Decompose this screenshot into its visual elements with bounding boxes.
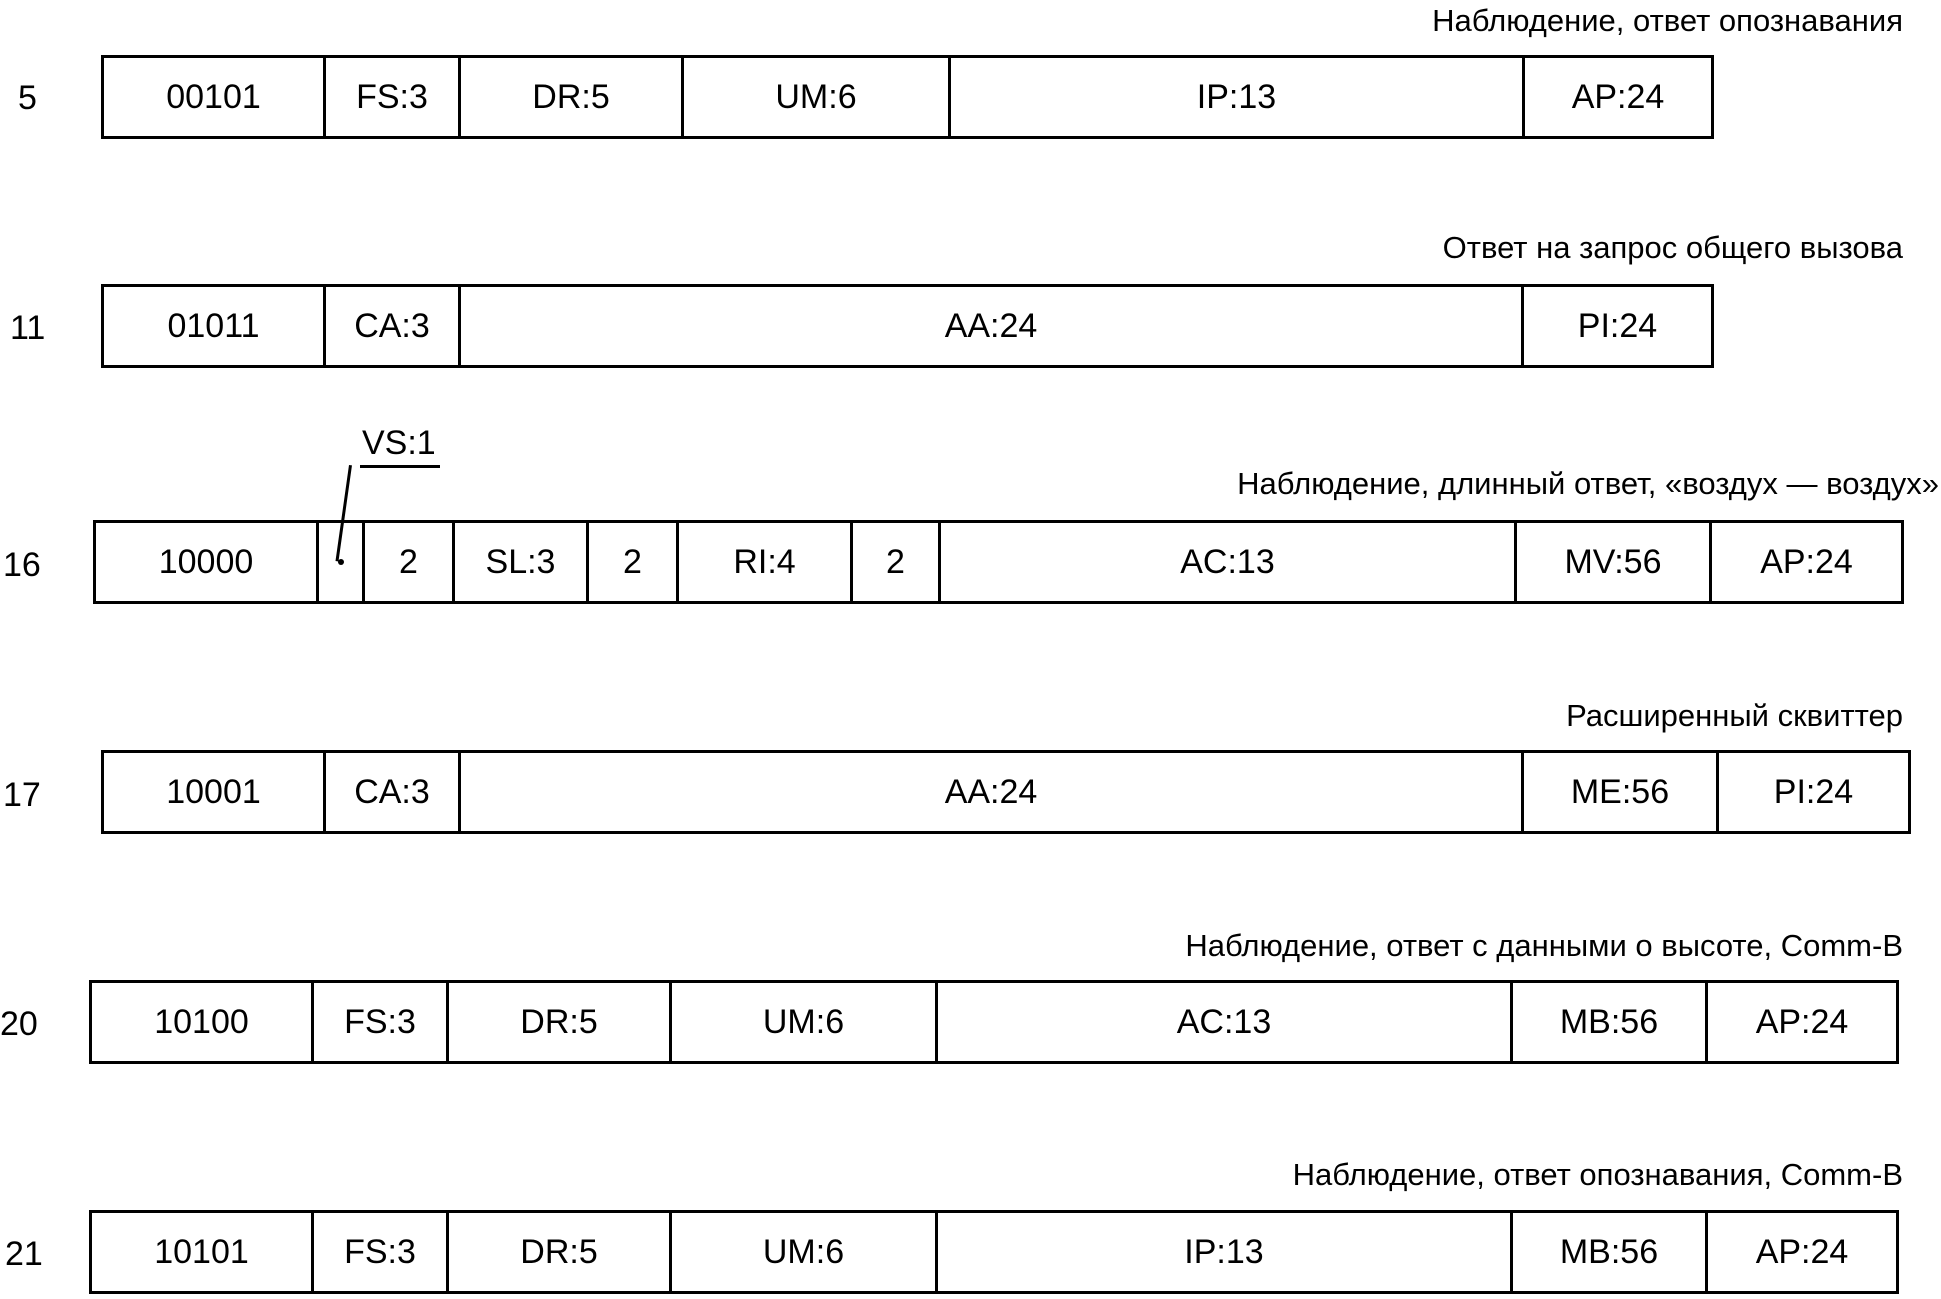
field-sl: SL:3 [455,523,589,601]
row-title: Наблюдение, ответ опознавания, Comm-B [1292,1157,1903,1192]
field-df: 10100 [92,983,314,1061]
field-um: UM:6 [672,1213,938,1291]
vs-dot [338,559,344,565]
field-ri: RI:4 [679,523,853,601]
field-df: 00101 [104,58,326,136]
field-df: 10101 [92,1213,314,1291]
field-fs: FS:3 [314,1213,449,1291]
row-title: Наблюдение, ответ опознавания [1432,3,1903,38]
field-aa: AA:24 [461,287,1524,365]
field-fs: FS:3 [326,58,461,136]
field-um: UM:6 [684,58,951,136]
field-me: ME:56 [1524,750,1719,834]
field-frame [101,750,1911,834]
field-frame [89,980,1899,1064]
field-mb: MB:56 [1513,980,1708,1064]
format-number: 17 [3,776,41,814]
field-ac: AC:13 [938,983,1513,1061]
field-spare-1: 2 [365,523,455,601]
row-title: Расширенный сквиттер [1566,698,1903,733]
format-number: 5 [18,79,37,117]
field-frame [93,520,1904,604]
field-dr: DR:5 [449,983,672,1061]
field-ca: CA:3 [326,753,461,831]
format-number: 21 [5,1235,43,1273]
field-vs [319,523,365,601]
field-spare-2: 2 [589,523,679,601]
vs-callout-underline [360,465,440,468]
field-pi: PI:24 [1524,284,1711,368]
field-mb: MB:56 [1513,1210,1708,1294]
format-number: 16 [3,546,41,584]
field-frame [101,55,1714,139]
field-spare-3: 2 [853,523,941,601]
field-ip: IP:13 [951,58,1525,136]
field-ap: AP:24 [1708,980,1896,1064]
field-fs: FS:3 [314,983,449,1061]
field-ap: AP:24 [1525,55,1711,139]
field-dr: DR:5 [461,58,684,136]
field-frame [101,284,1714,368]
field-df: 10000 [96,523,319,601]
field-ip: IP:13 [938,1213,1513,1291]
field-frame [89,1210,1899,1294]
vs-callout-label: VS:1 [362,424,436,462]
field-pi: PI:24 [1719,750,1908,834]
format-number: 20 [0,1005,38,1043]
field-um: UM:6 [672,983,938,1061]
field-aa: AA:24 [461,753,1524,831]
field-df: 01011 [104,287,326,365]
field-ap: AP:24 [1708,1210,1896,1294]
format-number: 11 [10,309,46,347]
row-title: Ответ на запрос общего вызова [1442,230,1903,265]
field-dr: DR:5 [449,1213,672,1291]
row-title: Наблюдение, длинный ответ, «воздух — воздух» [1237,466,1939,501]
field-ac: AC:13 [941,523,1517,601]
row-title: Наблюдение, ответ с данными о высоте, Comm-B [1185,928,1903,963]
field-ap: AP:24 [1712,520,1901,604]
field-ca: CA:3 [326,287,461,365]
field-mv: MV:56 [1517,520,1712,604]
field-df: 10001 [104,753,326,831]
